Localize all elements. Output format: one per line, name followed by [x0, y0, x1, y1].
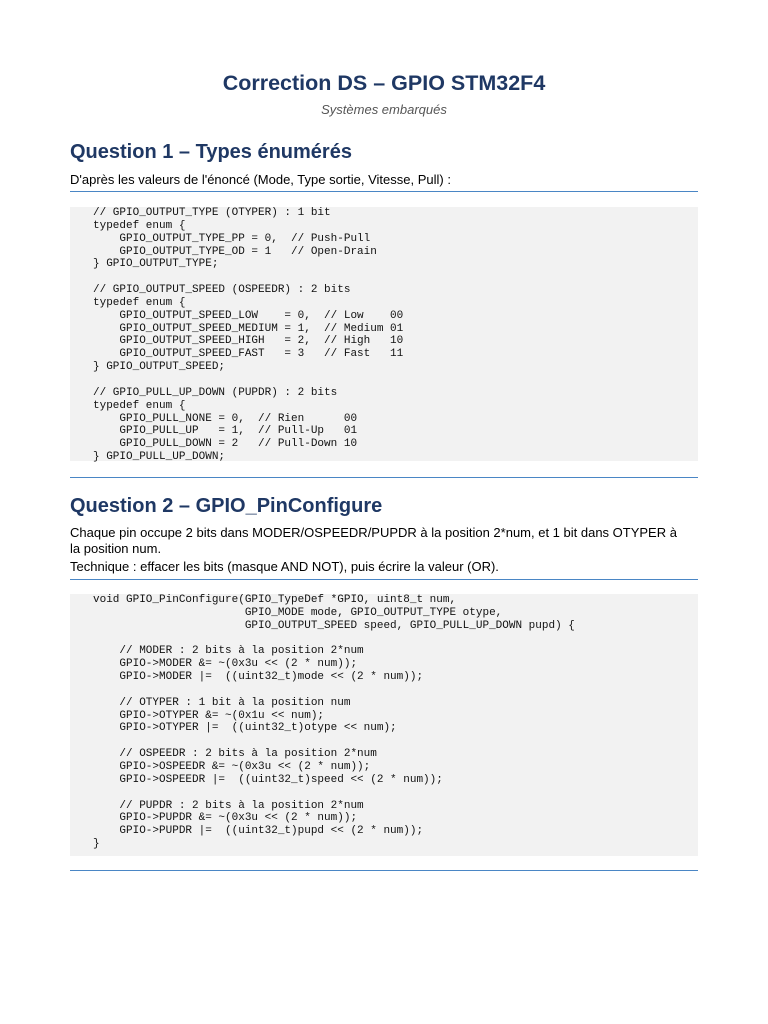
section-2-heading: Question 2 – GPIO_PinConfigure — [70, 495, 383, 517]
page-subtitle: Systèmes embarqués — [321, 102, 447, 117]
section-1-heading: Question 1 – Types énumérés — [70, 141, 352, 163]
section-1-intro: D'après les valeurs de l'énoncé (Mode, Type sortie, Vitesse, Pull) : — [70, 172, 451, 187]
section-1-divider-bottom — [70, 477, 698, 478]
section-2-intro: Chaque pin occupe 2 bits dans MODER/OSPEEDR/PUPDR à la position 2*num, et 1 bit dans OTYPER à la position num. — [70, 525, 677, 556]
section-1-code-block: // GPIO_OUTPUT_TYPE (OTYPER) : 1 bit typedef enum { GPIO_OUTPUT_TYPE_PP = 0, // Push-Pull GPIO_OUTPUT_TYPE_OD = 1 // Open-Drain } GPIO_OUTPUT_TYPE; // GPIO_OUTPUT_SPEED (OSPEEDR) : 2 bits typedef enum { GPIO_OUTPUT_SPEED_LOW = 0, // Low 00 GPIO_OUTPUT_SPEED_MEDIUM = 1, // Medium 01 GPIO_OUTPUT_SPEED_HIGH = 2, // High 10 GPIO_OUTPUT_SPEED_FAST = 3 // Fast 11 } GPIO_OUTPUT_SPEED; // GPIO_PULL_UP_DOWN (PUPDR) : 2 bits typedef enum { GPIO_PULL_NONE = 0, // Rien 00 GPIO_PULL_UP = 1, // Pull-Up 01 GPIO_PULL_DOWN = 2 // Pull-Down 10 } GPIO_PULL_UP_DOWN; — [70, 207, 698, 461]
section-2-technique: Technique : effacer les bits (masque AND NOT), puis écrire la valeur (OR). — [70, 559, 499, 574]
section-1-divider-top — [70, 191, 698, 192]
section-2-divider-bottom — [70, 870, 698, 871]
section-2-divider-top — [70, 579, 698, 580]
section-2-code-block: void GPIO_PinConfigure(GPIO_TypeDef *GPIO, uint8_t num, GPIO_MODE mode, GPIO_OUTPUT_TYPE otype, GPIO_OUTPUT_SPEED speed, GPIO_PULL_UP_DOWN pupd) { // MODER : 2 bits à la position 2*num GPIO->MODER &= ~(0x3u << (2 * num)); GPIO->MODER |= ((uint32_t)mode << (2 * num)); // OTYPER : 1 bit à la position num GPIO->OTYPER &= ~(0x1u << num); GPIO->OTYPER |= ((uint32_t)otype << num); // OSPEEDR : 2 bits à la position 2*num GPIO->OSPEEDR &= ~(0x3u << (2 * num)); GPIO->OSPEEDR |= ((uint32_t)speed << (2 * num)); // PUPDR : 2 bits à la position 2*num GPIO->PUPDR &= ~(0x3u << (2 * num)); GPIO->PUPDR |= ((uint32_t)pupd << (2 * num)); } — [70, 594, 698, 856]
page-title: Correction DS – GPIO STM32F4 — [222, 71, 546, 95]
